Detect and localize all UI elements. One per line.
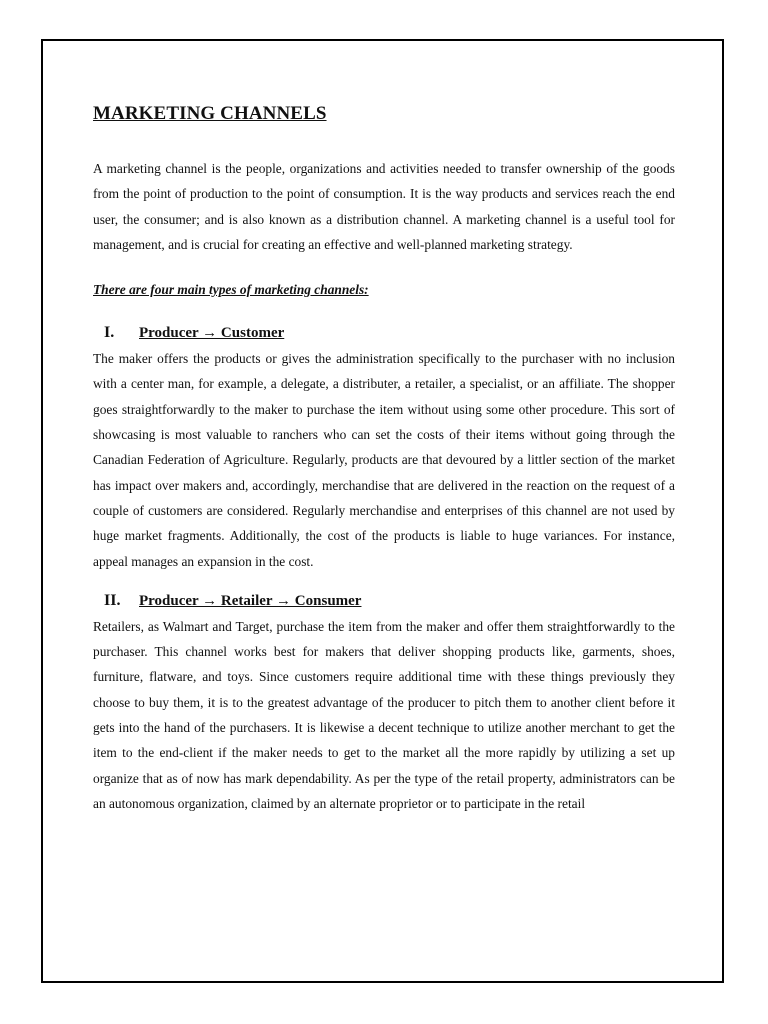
section-numeral: I. [104, 324, 115, 342]
document-title: MARKETING CHANNELS [93, 103, 327, 124]
section-numeral: II. [104, 591, 121, 609]
section-heading-2 [93, 590, 675, 612]
section-title: Producer → Retailer → Consumer [139, 592, 362, 609]
section-body-1: The maker offers the products or gives the administration specifically to the purchaser with no inclusion with a center man, for example, a delegate, a distributer, a retailer, a specialist, or an affiliate. The shopper goes straightforwardly to the maker to purchase the item without using some other procedure. This sort of showcasing is most valuable to ranchers who can set the costs of their items without going through the Canadian Federation of Agriculture. Regularly, products are that devoured by a littler section of the market has impact over makers and, accordingly, merchandise that are delivered in the reaction on the request of a couple of customers are considered. Regularly merchandise and enterprises of this channel are not used by huge market fragments. Additionally, the cost of the products is liable to huge variances. For instance, appeal manages an expansion in the cost. [93, 351, 675, 569]
intro-paragraph: A marketing channel is the people, organizations and activities needed to transfer ownership of the goods from the point of production to the point of consumption. It is the way products and services reach the end user, the consumer; and is also known as a distribution channel. A marketing channel is a useful tool for management, and is crucial for creating an effective and well-planned marketing strategy. [93, 161, 675, 252]
types-heading: There are four main types of marketing channels: [93, 282, 369, 298]
section-heading-1 [93, 322, 675, 344]
section-title: Producer → Customer [139, 325, 285, 342]
section-body-2: Retailers, as Walmart and Target, purchase the item from the maker and offer them straightforwardly to the purchaser. This channel works best for makers that deliver shopping products like, garments, shoes, furniture, flatware, and toys. Since customers require additional time with these things previously they choose to buy them, it is to the greatest advantage of the producer to pitch them to another client before it gets into the hand of the purchasers. It is likewise a decent technique to utilize another merchant to get the item to the end-client if the maker needs to get to the market all the more rapidly by utilizing a set up organize that as of now has mark dependability. As per the type of the retail property, administrators can be an autonomous organization, claimed by an alternate proprietor or to participate in the retail [93, 618, 675, 811]
document-body [93, 100, 675, 816]
